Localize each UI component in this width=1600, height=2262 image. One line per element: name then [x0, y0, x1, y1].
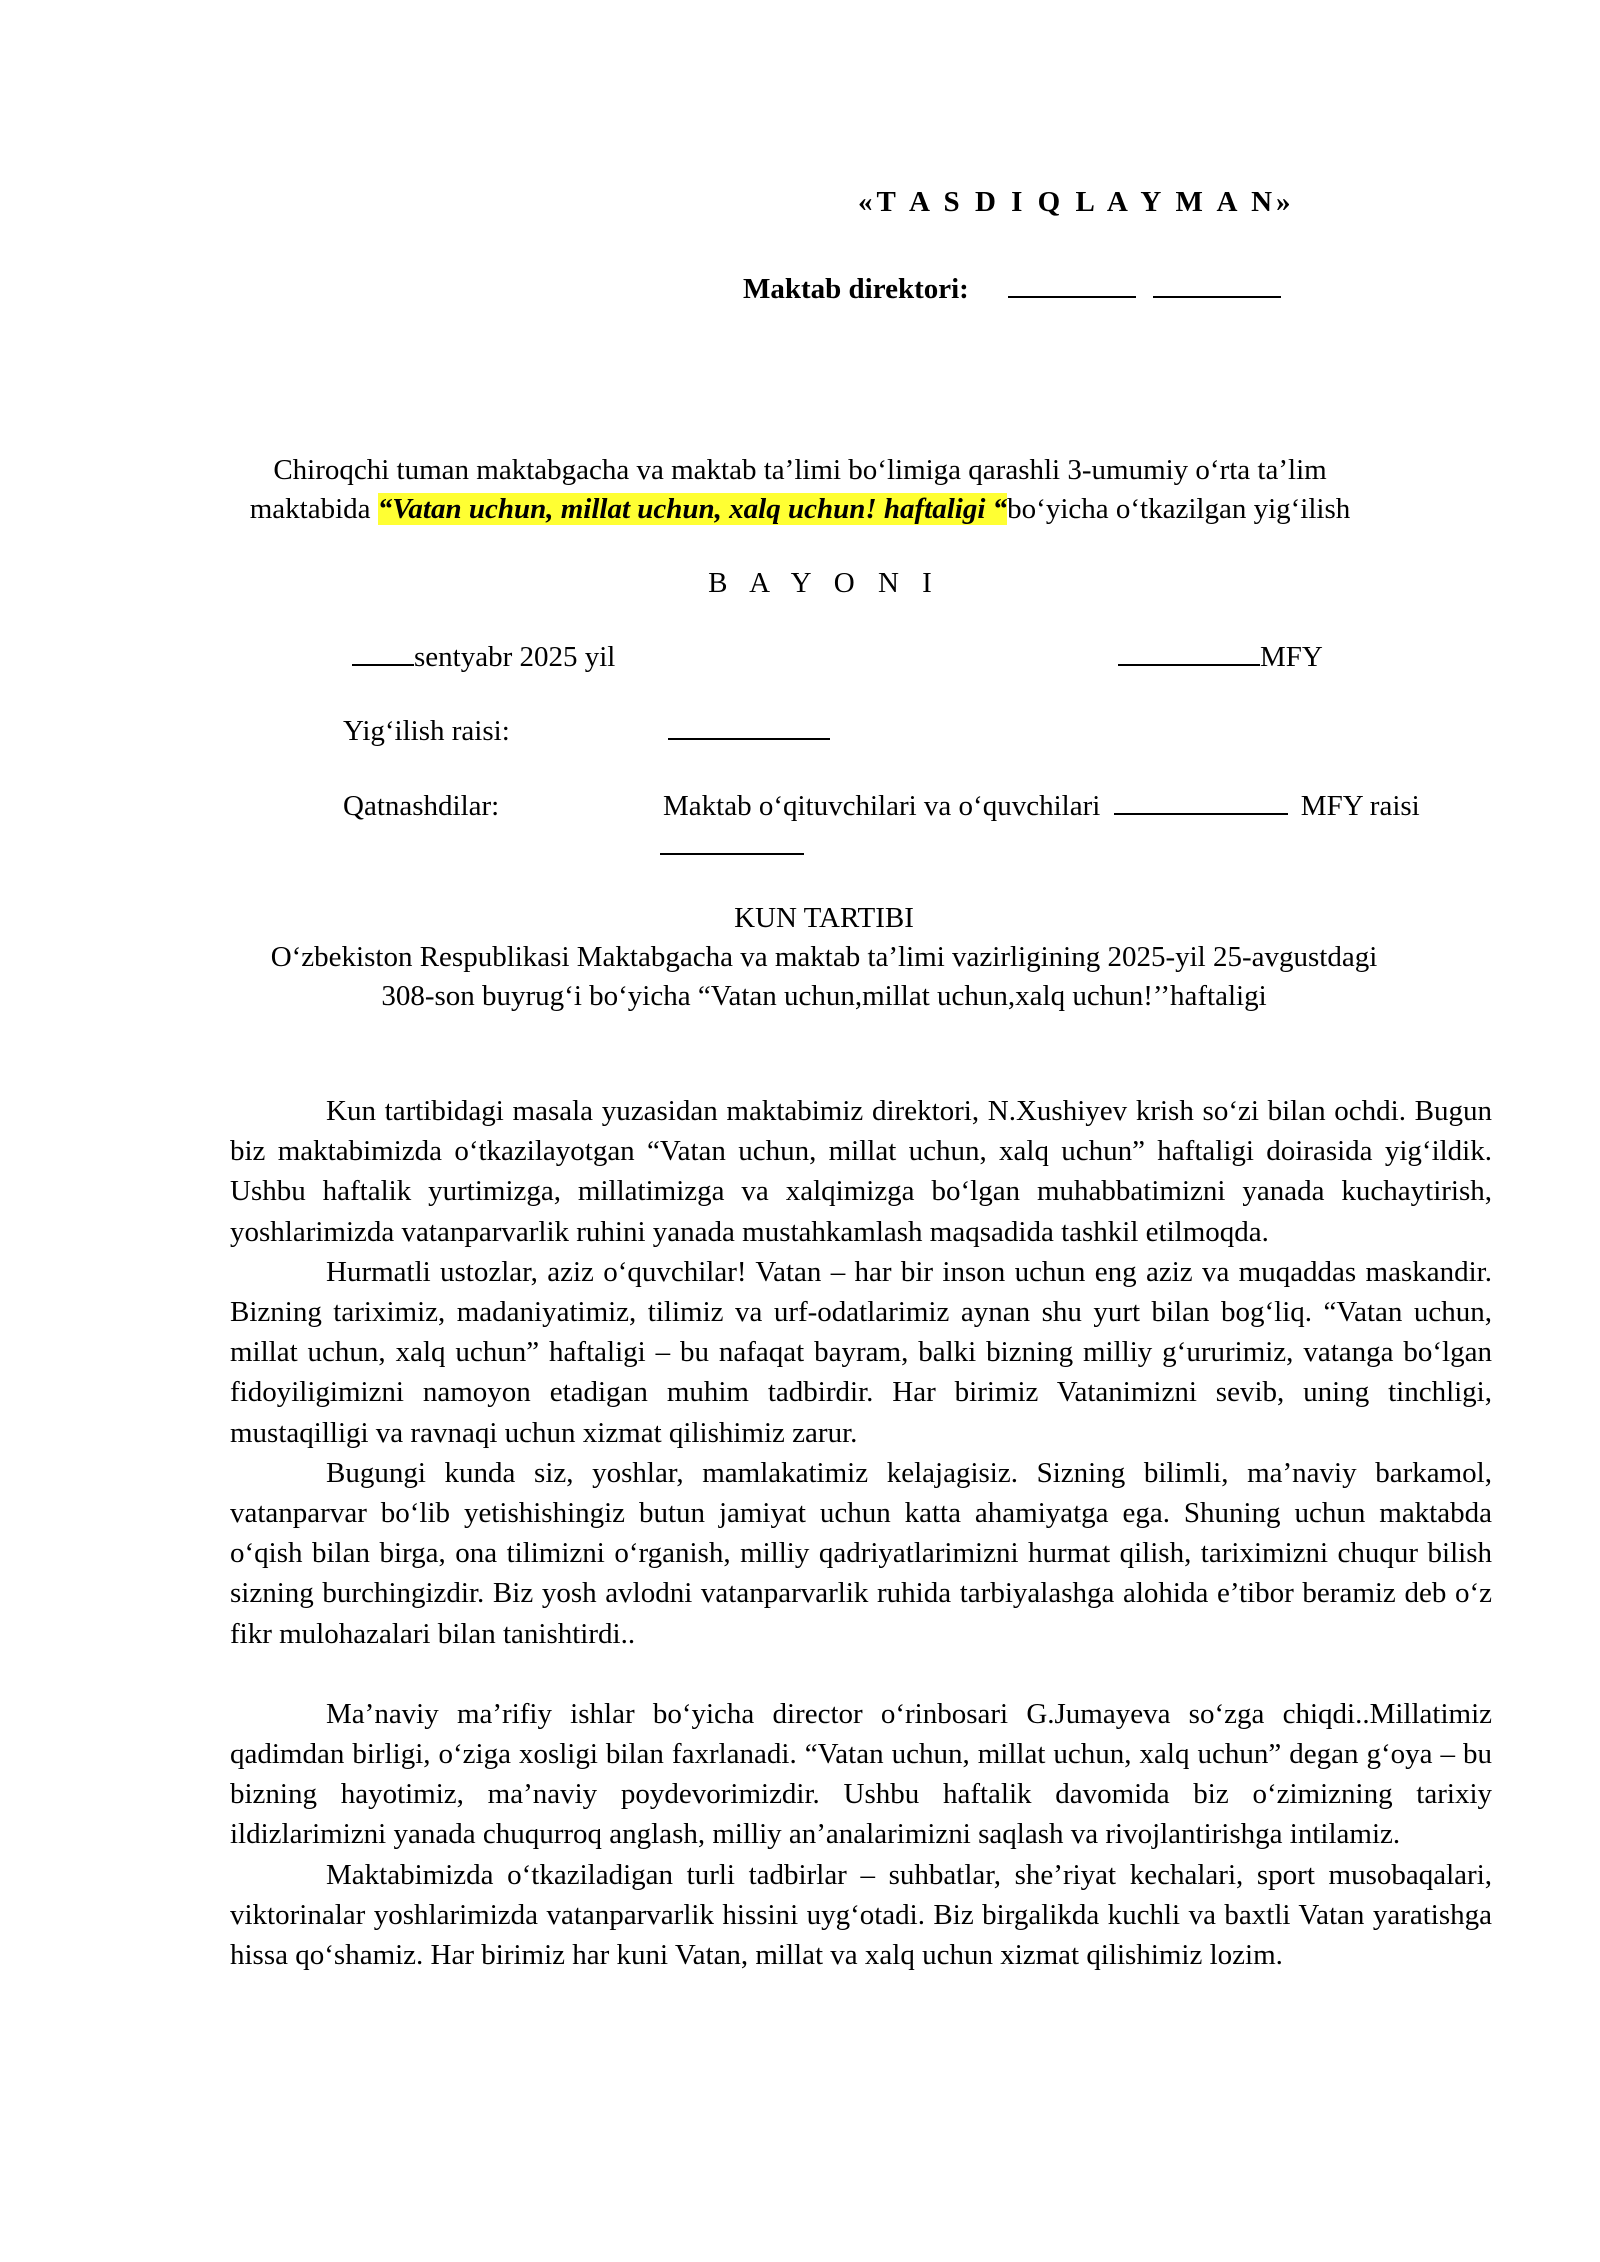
mfy-chair-label: MFY raisi: [1300, 790, 1420, 822]
date-text: sentyabr 2025 yil: [414, 641, 616, 673]
title-line-2: [0, 489, 1600, 529]
agenda-title: KUN TARTIBI: [734, 902, 914, 934]
mfy-blank: [1118, 638, 1260, 666]
participants-text: Maktab o‘qituvchilari va o‘quvchilari: [663, 790, 1101, 822]
paragraph-address: Hurmatli ustozlar, aziz o‘quvchilar! Vatan – har bir inson uchun eng aziz va muqaddas maskandir. Bizning tariximiz, madaniyatimiz, tilimiz va urf-odatlarimiz aynan shu yurt bilan bog‘liq. “Vatan uchun, millat uchun, xalq uchun” haftaligi – bu nafaqat bayram, balki bizning milliy g‘ururimiz, vatanga bo‘lgan fidoyiligimizni namoyon etadigan muhim tadbirdir. Har birimiz Vatanimizni sevib, uning tinchligi, mustaqilligi va ravnaqi uchun xizmat qilishimiz zarur.: [230, 1255, 1492, 1449]
director-label: Maktab direktori:: [743, 273, 969, 305]
meeting-date: [352, 637, 615, 677]
signature-blank: [1008, 268, 1136, 298]
agenda-line-2: 308-son buyrug‘i bo‘yicha “Vatan uchun,millat uchun,xalq uchun!’’haftaligi: [381, 980, 1267, 1012]
day-blank: [352, 638, 414, 666]
participants-field: [663, 786, 1420, 826]
approval-header: «T A S D I Q L A Y M A N»: [858, 186, 1295, 218]
agenda-line-1: O‘zbekiston Respublikasi Maktabgacha va maktab ta’limi vazirligining 2025-yil 25-avgustdagi: [270, 941, 1378, 973]
meeting-minutes-body: [230, 1091, 1492, 1975]
participants-label: Qatnashdilar:: [343, 790, 500, 822]
mfy-label: MFY: [1260, 641, 1323, 673]
paragraph-deputy-speech: Ma’naviy ma’rifiy ishlar bo‘yicha director o‘rinbosari G.Jumayeva so‘zga chiqdi..Millatimiz qadimdan birligi, o‘ziga xosligi bilan faxrlanadi. “Vatan uchun, millat uchun, xalq uchun” degan g‘oya – bu bizning hayotimiz, ma’naviy poydevorimizdir. Ushbu haftalik davomida biz o‘zimizning tarixiy ildizlarimizni yanada chuqurroq anglash, milliy an’analarimizni saqlash va rivojlantirishga intilamiz.: [230, 1697, 1492, 1851]
paragraph-events: Maktabimizda o‘tkaziladigan turli tadbirlar – suhbatlar, she’riyat kechalari, sport musobaqalari, viktorinalar yoshlarimizda vatanparvarlik hissini uyg‘otadi. Biz birgalikda kuchli va baxtli Vatan yaratishga hissa qo‘shamiz. Har birimiz har kuni Vatan, millat va xalq uchun xizmat qilishimiz lozim.: [230, 1858, 1492, 1972]
paragraph-director-speech: Kun tartibidagi masala yuzasidan maktabimiz direktori, N.Xushiyev krish so‘zi bilan ochdi. Bugun biz maktabimizda o‘tkazilayotgan “Vatan uchun, millat uchun, xalq uchun” haftaligi doirasida yig‘ildik. Ushbu haftalik yurtimizga, millatimizga va xalqimizga bo‘lgan muhabbatimizni yanada kuchaytirish, yoshlarimizda vatanparvarlik ruhini yanada mustahkamlash maqsadida tashkil etilmoqda.: [230, 1095, 1492, 1248]
document-heading: B A Y O N I: [708, 567, 940, 599]
title-suffix: bo‘yicha o‘tkazilgan yig‘ilish: [1007, 493, 1351, 525]
paragraph-youth: Bugungi kunda siz, yoshlar, mamlakatimiz kelajagisiz. Sizning bilimli, ma’naviy barkamol, vatanparvar bo‘lib yetishishingiz butun jamiyat uchun katta ahamiyatga ega. Shuning uchun maktabda o‘qish bilan birga, ona tilimizni o‘rganish, milliy qadriyatlarimizni hurmat qilish, tariximizni chuqur bilish sizning burchingizdir. Biz yosh avlodni vatanparvarlik ruhida tarbiyalashga alohida e’tibor beramiz deb o‘z fikr mulohazalari bilan tanishtirdi..: [230, 1456, 1492, 1650]
name-blank: [1153, 268, 1281, 298]
director-signature-line: [743, 268, 1281, 309]
participants-blank: [1114, 787, 1288, 815]
chair-label: Yig‘ilish raisi:: [343, 715, 510, 747]
title-line-1: Chiroqchi tuman maktabgacha va maktab ta’limi bo‘limiga qarashli 3-umumiy o‘rta ta’lim: [273, 454, 1327, 486]
mfy-field: [1118, 637, 1323, 677]
mfy-chair-field: [660, 826, 804, 866]
chair-field: [668, 711, 830, 751]
mfy-chair-blank: [660, 827, 804, 855]
week-name-highlight: “Vatan uchun, millat uchun, xalq uchun! haftaligi “: [377, 493, 1008, 525]
title-prefix: maktabida: [249, 493, 378, 525]
chair-blank: [668, 712, 830, 740]
